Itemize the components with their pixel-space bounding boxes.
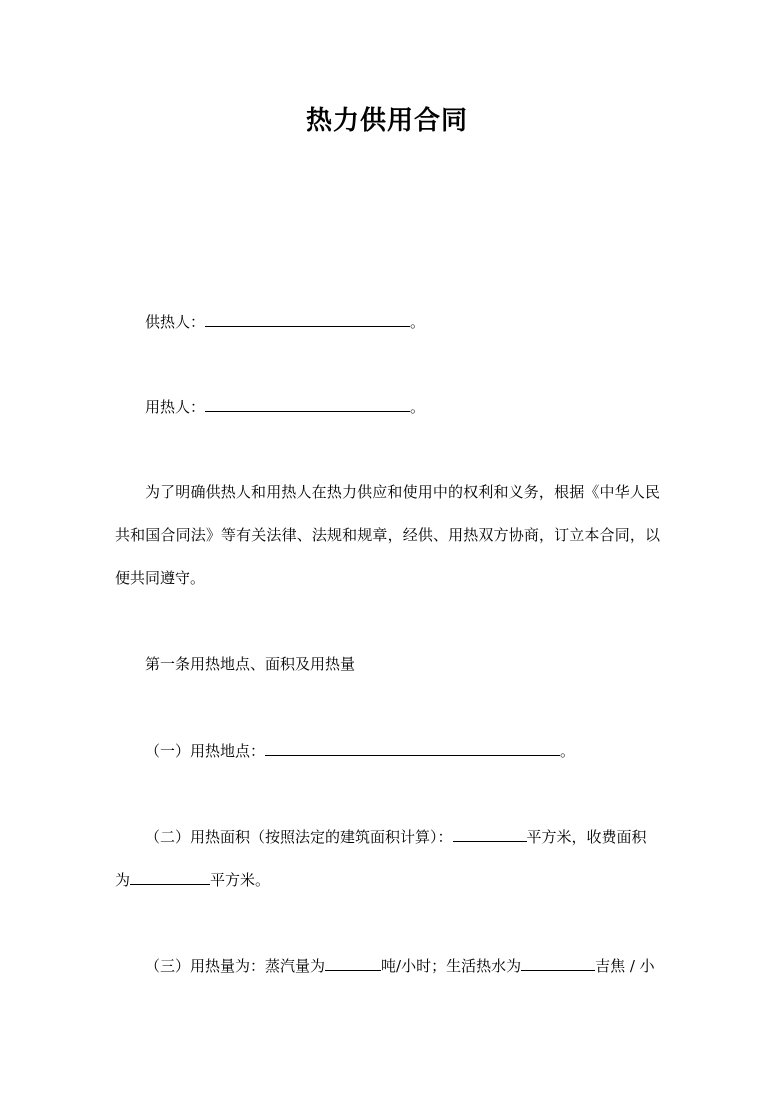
item3-label: （三）用热量为：蒸汽量为 [145, 957, 326, 975]
item3-mid: 吨/小时；生活热水为 [381, 957, 522, 975]
item2-label: （二）用热面积（按照法定的建筑面积计算）： [145, 828, 453, 846]
location-blank[interactable] [265, 741, 560, 756]
billing-area-blank[interactable] [130, 870, 210, 885]
item2-suffix: 平方米，收费面积 [526, 828, 647, 846]
item2-line2-suffix: 平方米。 [210, 871, 271, 889]
item2-line2-prefix: 为 [115, 871, 131, 889]
document-title: 热力供用合同 [305, 106, 468, 136]
article1-item2-line2 [115, 870, 660, 889]
supplier-line [115, 312, 690, 331]
supplier-label: 供热人： [145, 313, 206, 331]
preamble-line-1: 为了明确供热人和用热人在热力供应和使用中的权利和义务，根据《中华人民 [145, 483, 660, 501]
user-blank[interactable] [205, 397, 410, 412]
item3-end: 吉焦 / 小 [595, 957, 655, 975]
heating-area-blank[interactable] [453, 827, 527, 842]
supplier-blank[interactable] [205, 312, 410, 327]
article1-heading: 第一条用热地点、面积及用热量 [145, 655, 356, 673]
article1-item2-line1 [115, 827, 690, 846]
article1-item1 [115, 741, 690, 760]
preamble-line-2: 共和国合同法》等有关法律、法规和规章，经供、用热双方协商，订立本合同，以 [115, 526, 660, 544]
user-label: 用热人： [145, 398, 206, 416]
article1-item3 [115, 956, 690, 975]
user-end: 。 [410, 398, 426, 416]
preamble-line-3: 便共同遵守。 [115, 569, 206, 587]
hot-water-blank[interactable] [521, 956, 595, 971]
supplier-end: 。 [410, 313, 426, 331]
user-line [115, 397, 690, 416]
item1-end: 。 [560, 742, 576, 760]
steam-amount-blank[interactable] [325, 956, 381, 971]
item1-label: （一）用热地点： [145, 742, 266, 760]
